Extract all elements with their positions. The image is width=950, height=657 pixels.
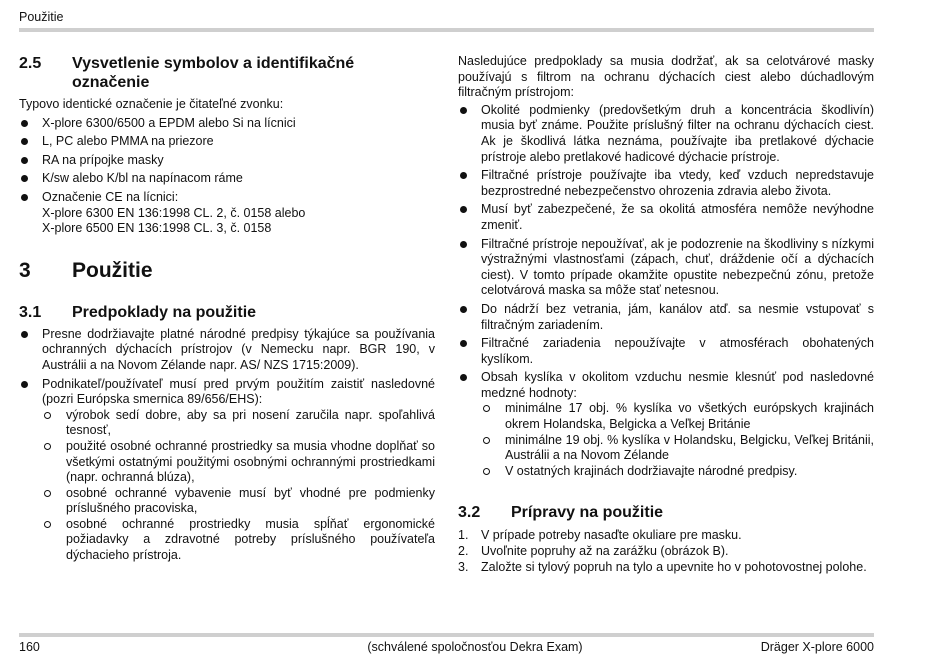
list-item [19, 377, 435, 564]
running-header: Použitie [19, 10, 64, 24]
paragraph: Nasledujúce predpoklady sa musia dodržať, ak sa celotvárové masky používajú s filtrom na ochranu dýchacích ciest alebo dúchadlovým filtračným prístrojom: [458, 54, 874, 100]
list-item-text: Obsah kyslíka v okolitom vzduchu nesmie klesnúť pod nasledovné medzné hodnoty: [481, 370, 874, 400]
right-column [458, 54, 874, 575]
ce-line: X-plore 6300 EN 136:1998 CL. 2, č. 0158 alebo [42, 205, 306, 220]
step-text: Uvoľnite popruhy až na zarážku (obrázok B). [481, 544, 729, 559]
section-3-1-heading [19, 303, 435, 322]
section-number: 3.2 [458, 504, 481, 522]
left-column [19, 54, 435, 564]
footer-product: Dräger X-plore 6000 [760, 640, 874, 654]
list-item: Okolité podmienky (predovšetkým druh a koncentrácia škodlivín) musia byť známe. Použite príslušný filter na ochranu dýchacích ciest. Ak je škodlivá látka neznáma, používajte iba pretlakové dýchacie prístroje alebo pretlakové hadicové dýchacie prístroje. [458, 103, 874, 165]
list-item: Filtračné prístroje nepoužívať, ak je podozrenie na škodliviny s nízkymi výstražnými vlastnosťami (zápach, chuť, dráždenie očí a dýchacích ciest). V tomto prípade okamžite opustite nebezpečnú zónu, pretože celotvárová maska sa môže stať netesnou. [458, 237, 874, 299]
section-number: 2.5 [19, 55, 42, 72]
section-number: 3.1 [19, 303, 42, 321]
step-item [458, 528, 874, 544]
sublist-item: použité osobné ochranné prostriedky sa musia vhodne doplňať so všetkými ostatnými použitými osobnými ochrannými prostriedkami (napr. ochranná blúza), [42, 439, 435, 486]
section-3-heading [19, 259, 435, 283]
list-item-text: Podnikateľ/používateľ musí pred prvým použitím zaistiť nasledovné (pozri Európska smernica 89/656/EHS): [42, 376, 435, 407]
step-number: 3. [458, 559, 469, 574]
section-title: Použitie [72, 258, 153, 282]
paragraph: Typovo identické označenie je čitateľné zvonku: [19, 97, 284, 111]
list-item [458, 370, 874, 479]
step-item [458, 560, 874, 576]
prerequisites-list [19, 327, 435, 564]
list-item: Presne dodržiavajte platné národné predpisy týkajúce sa používania ochranných dýchacích prístrojov (v Nemecku napr. BGR 190, v Austrálii a na Novom Zélande napr. AS/ NZS 1715:2009). [19, 327, 435, 374]
conditions-list [458, 103, 874, 480]
section-number: 3 [19, 258, 31, 282]
list-item [19, 190, 435, 237]
step-item [458, 544, 874, 560]
list-item: Do nádrží bez vetrania, jám, kanálov atď. sa nesmie vstupovať s filtračným zariadením. [458, 302, 874, 333]
preparation-steps [458, 528, 874, 575]
ce-label: Označenie CE na lícnici: [42, 189, 179, 204]
section-3-2-heading [458, 503, 874, 522]
step-text: Založte si tylový popruh na tylo a upevnite ho v pohotovostnej polohe. [481, 559, 867, 574]
list-item: RA na prípojke masky [19, 153, 435, 169]
footer-rule [19, 633, 874, 637]
list-item: Musí byť zabezpečené, že sa okolitá atmosféra nemôže nevýhodne zmeniť. [458, 202, 874, 233]
sublist-item: výrobok sedí dobre, aby sa pri nosení zaručila napr. spoľahlivá tesnosť, [42, 408, 435, 439]
header-rule [19, 28, 874, 32]
sublist-item: minimálne 19 obj. % kyslíka v Holandsku, Belgicku, Veľkej Británii, Austrálii a na Novom Zélande [481, 433, 874, 464]
list-item: K/sw alebo K/bl na napínacom ráme [19, 171, 435, 187]
list-item: Filtračné zariadenia nepoužívajte v atmosférach obohatených kyslíkom. [458, 336, 874, 367]
sublist-item: osobné ochranné prostriedky musia spĺňať ergonomické požiadavky a zdravotné potreby príslušného používateľa dýchacieho prístroja. [42, 517, 435, 564]
section-2-5-heading [19, 54, 435, 92]
step-number: 1. [458, 528, 469, 543]
footer-note: (schválené spoločnosťou Dekra Exam) [367, 640, 583, 654]
marking-list [19, 116, 435, 237]
section-title: Vysvetlenie symbolov a identifikačné označenie [72, 55, 355, 91]
sublist-item: osobné ochranné vybavenie musí byť vhodné pre podmienky príslušného pracoviska, [42, 486, 435, 517]
sublist [42, 408, 435, 564]
ce-line: X-plore 6500 EN 136:1998 CL. 3, č. 0158 [42, 221, 272, 236]
step-text: V prípade potreby nasaďte okuliare pre masku. [481, 528, 742, 543]
section-title: Prípravy na použitie [511, 504, 664, 522]
section-title: Predpoklady na použitie [72, 303, 257, 321]
list-item: L, PC alebo PMMA na priezore [19, 134, 435, 150]
page-number: 160 [19, 640, 40, 654]
list-item: Filtračné prístroje používajte iba vtedy, keď vzduch nepredstavuje bezprostredné nebezpečenstvo ohrozenia zdravia alebo života. [458, 168, 874, 199]
sublist-item: V ostatných krajinách dodržiavajte národné predpisy. [481, 464, 874, 480]
step-number: 2. [458, 544, 469, 559]
list-item: X-plore 6300/6500 a EPDM alebo Si na lícnici [19, 116, 435, 132]
sublist-item: minimálne 17 obj. % kyslíka vo všetkých európskych krajinách okrem Holandska, Belgicka a Veľkej Británie [481, 401, 874, 432]
sublist [481, 401, 874, 479]
